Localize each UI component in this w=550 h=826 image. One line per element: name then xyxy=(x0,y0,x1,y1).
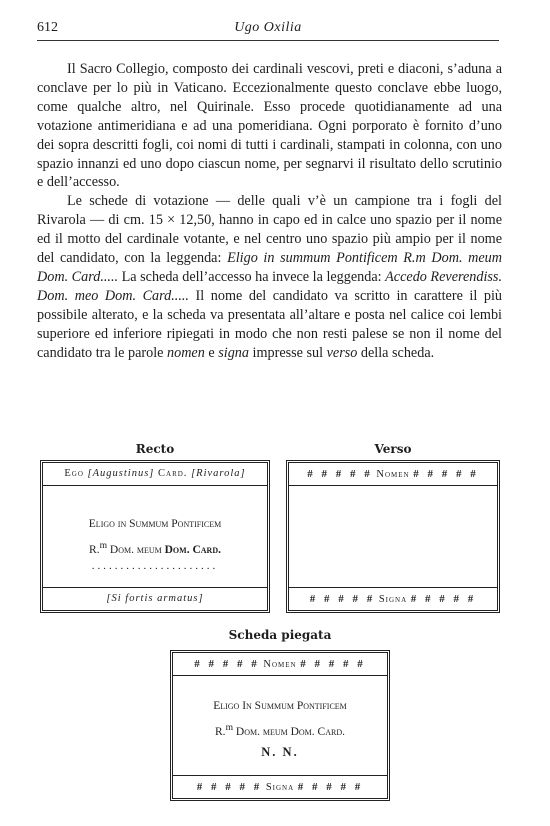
rev-abbrev: R. xyxy=(89,543,100,556)
card-text: Card. xyxy=(158,468,188,479)
hash-marks: # # # # # xyxy=(410,593,477,605)
paragraph-1: Il Sacro Collegio, composto dei cardinali vescovi, preti e diaconi, s’aduna a conclave per lo più in Vaticano. Eccezionalmente questo conclave ebbe luogo, come qualche altro, nel Quirinale. Esso procede quotidianamente ad una votazione antimeridiana e ad una pomeridiana. Ogni porporato è fornito d’uno dei sopra descritti fogli, coi nomi di tutti i cardinali, stampati in colonna, con uno spazio innanzi ed uno dopo ciascun nome, per segnarvi il risultato dello scrutinio e dell’accesso. xyxy=(37,61,502,191)
folded-card xyxy=(170,650,390,801)
voter-first-name: [Augustinus] xyxy=(87,468,155,479)
dom-meum-card: Dom. meum Dom. Card. xyxy=(233,725,345,738)
voter-surname: [Rivarola] xyxy=(191,468,246,479)
signa-label: Signa xyxy=(265,782,295,793)
rev-sup: m xyxy=(99,540,108,551)
verso-nomen-strip xyxy=(289,463,497,486)
running-head xyxy=(37,20,499,41)
eligo-legend: Eligo in summum Pontificem R.m Dom. meum Dom. Card..... xyxy=(37,250,502,285)
p2-text: La scheda dell’accesso ha invece la leggenda: xyxy=(118,268,386,285)
body-text xyxy=(37,60,502,363)
ego-text: Ego xyxy=(64,468,84,479)
folded-label: Scheda piegata xyxy=(228,628,332,642)
nomen-word: nomen xyxy=(167,344,205,361)
paragraph-2 xyxy=(37,192,502,362)
p2-text: Il nome del candidato va scritto in carattere il più possibile alterato, e la scheda va presentata all’altare e posta nel calice coi lembi superiore ed inferiore ripiegati in modo che non resti palese se non il nome del candidato tra le parole xyxy=(37,287,503,361)
dom-meum: Dom. meum xyxy=(107,543,165,556)
p2-text: impresse sul xyxy=(248,344,327,361)
signa-label: Signa xyxy=(378,594,408,605)
rev-sup: m xyxy=(225,722,234,733)
p2-text: e xyxy=(204,344,219,361)
verso-word: verso xyxy=(326,344,358,361)
recto-label: Recto xyxy=(135,442,175,456)
verso-signa-strip xyxy=(289,587,497,610)
hash-marks: # # # # # xyxy=(309,593,376,605)
p2-text: della scheda. xyxy=(357,344,435,361)
accedo-legend: Accedo Reverendiss. Dom. meo Dom. Card..... xyxy=(37,268,503,304)
p2-text: Le schede di votazione — delle quali v’è un campione tra i fogli del Rivarola — di cm. 15 × 12,50, hanno in capo ed in calce uno spazio per il nome ed il motto del cardinale votante, e nel centro uno spazio più ampio per il nome del candidato, con la leggenda: xyxy=(37,193,502,267)
hash-marks: # # # # # xyxy=(196,781,263,793)
hash-marks: # # # # # xyxy=(194,658,260,670)
recto-eligo-line: Eligo in Summum Pontificem xyxy=(88,518,222,530)
rev-abbrev: R. xyxy=(215,725,226,738)
recto-top-strip xyxy=(43,463,267,486)
folded-nomen-strip xyxy=(173,653,387,676)
verso-label: Verso xyxy=(374,442,412,456)
running-title: Ugo Oxilia xyxy=(234,20,302,35)
recto-card xyxy=(40,460,270,613)
folded-eligo-line: Eligo In Summum Pontificem xyxy=(213,700,347,712)
nomen-label: Nomen xyxy=(376,469,410,480)
folded-signa-strip xyxy=(173,775,387,798)
nomen-label: Nomen xyxy=(263,659,297,670)
verso-card xyxy=(286,460,500,613)
hash-marks: # # # # # xyxy=(297,781,364,793)
signa-word: signa xyxy=(218,344,249,361)
recto-motto-strip: [Si fortis armatus] xyxy=(43,587,267,610)
hash-marks: # # # # # xyxy=(307,468,373,480)
dom-card: Dom. Card. xyxy=(164,543,221,556)
candidate-name: N. N. xyxy=(261,745,299,759)
page-number: 612 xyxy=(37,20,58,35)
hash-marks: # # # # # xyxy=(413,468,479,480)
recto-dotted-line: ...................... xyxy=(91,560,219,572)
hash-marks: # # # # # xyxy=(300,658,366,670)
